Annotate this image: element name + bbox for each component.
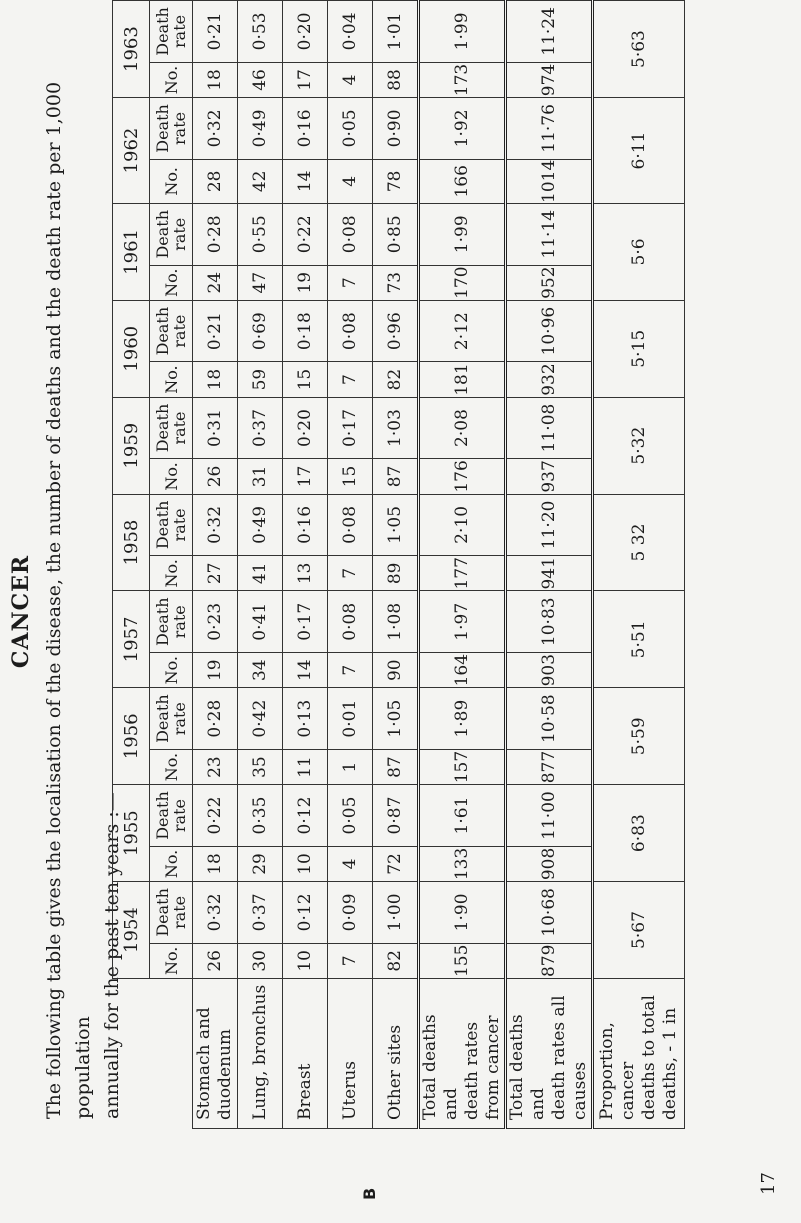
year-header: 1959 (113, 397, 150, 494)
death-rate-cell: 0·85 (373, 203, 419, 265)
year-header-row (113, 1, 150, 1129)
no-header: No. (150, 749, 193, 784)
death-rate-cell: 0·05 (328, 98, 373, 160)
deaths-count-cell: 26 (193, 943, 238, 978)
deaths-count-cell: 7 (328, 653, 373, 688)
death-rate-cell: 0·53 (238, 1, 283, 63)
death-rate-header (150, 882, 193, 944)
deaths-count-cell: 937 (506, 459, 593, 494)
death-rate-cell: 0·28 (193, 203, 238, 265)
death-rate-header-line2: rate (170, 314, 189, 348)
deaths-count-cell: 157 (419, 749, 506, 784)
year-header: 1955 (113, 785, 150, 882)
death-rate-header-line1: Death (153, 694, 172, 743)
proportion-cell: 5·59 (593, 688, 685, 785)
deaths-count-cell: 82 (373, 362, 419, 397)
row-label-line: Other sites (384, 1024, 405, 1120)
death-rate-header (150, 300, 193, 362)
proportion-cell: 5·15 (593, 300, 685, 397)
deaths-count-cell: 47 (238, 265, 283, 300)
deaths-count-cell: 87 (373, 749, 419, 784)
death-rate-cell: 0·22 (283, 203, 328, 265)
death-rate-cell: 1·61 (419, 785, 506, 847)
deaths-count-cell: 176 (419, 459, 506, 494)
death-rate-cell: 1·97 (419, 591, 506, 653)
row-label-line: Total deaths and (507, 1014, 548, 1120)
death-rate-cell: 0·31 (193, 397, 238, 459)
death-rate-cell: 0·16 (283, 494, 328, 556)
year-header: 1960 (113, 300, 150, 397)
death-rate-header (150, 203, 193, 265)
death-rate-header-line2: rate (170, 217, 189, 251)
no-header: No. (150, 159, 193, 203)
death-rate-header-line1: Death (153, 104, 172, 153)
deaths-count-cell: 7 (328, 265, 373, 300)
proportion-cell: 6·11 (593, 98, 685, 204)
deaths-count-cell: 15 (283, 362, 328, 397)
death-rate-header-line2: rate (170, 605, 189, 639)
death-rate-cell: 0·12 (283, 785, 328, 847)
death-rate-cell: 0·42 (238, 688, 283, 750)
death-rate-cell: 0·32 (193, 882, 238, 944)
signature-mark: B (360, 1187, 379, 1200)
death-rate-cell: 0·20 (283, 1, 328, 63)
row-label (419, 978, 506, 1128)
death-rate-cell: 1·05 (373, 494, 419, 556)
row-label-line: Total deaths and (420, 1014, 461, 1120)
proportion-cell: 5·6 (593, 203, 685, 300)
table-row-breast (283, 1, 328, 1129)
row-label-line: from cancer (483, 1015, 503, 1120)
deaths-count-cell: 877 (506, 749, 593, 784)
death-rate-cell: 11·08 (506, 397, 593, 459)
deaths-count-cell: 7 (328, 556, 373, 591)
no-header: No. (150, 265, 193, 300)
death-rate-header-line2: rate (170, 508, 189, 542)
no-header: No. (150, 943, 193, 978)
death-rate-header-line2: rate (170, 798, 189, 833)
row-label-line: deaths to total (639, 995, 659, 1120)
table-row-total-all (506, 1, 593, 1129)
death-rate-cell: 0·16 (283, 98, 328, 160)
table-row-stomach (193, 1, 238, 1129)
page-number: 17 (758, 1172, 779, 1195)
deaths-count-cell: 166 (419, 159, 506, 203)
year-header: 1958 (113, 494, 150, 591)
death-rate-cell: 0·37 (238, 397, 283, 459)
deaths-count-cell: 73 (373, 265, 419, 300)
death-rate-cell: 0·08 (328, 300, 373, 362)
proportion-cell: 5 32 (593, 494, 685, 591)
death-rate-cell: 0·49 (238, 98, 283, 160)
death-rate-cell: 0·04 (328, 1, 373, 63)
year-header: 1961 (113, 203, 150, 300)
death-rate-cell: 0·90 (373, 98, 419, 160)
deaths-count-cell: 10 (283, 846, 328, 881)
row-label-line: causes (570, 1061, 590, 1120)
death-rate-header-line1: Death (153, 597, 172, 647)
deaths-count-cell: 7 (328, 362, 373, 397)
deaths-count-cell: 87 (373, 459, 419, 494)
row-label (238, 978, 283, 1128)
proportion-cell: 5·67 (593, 882, 685, 979)
deaths-count-cell: 19 (193, 653, 238, 688)
deaths-count-cell: 14 (283, 159, 328, 203)
death-rate-cell: 0·13 (283, 688, 328, 750)
deaths-count-cell: 4 (328, 846, 373, 881)
deaths-count-cell: 18 (193, 846, 238, 881)
table-row-total-cancer (419, 1, 506, 1129)
deaths-count-cell: 90 (373, 653, 419, 688)
deaths-count-cell: 173 (419, 62, 506, 97)
death-rate-cell: 1·90 (419, 882, 506, 944)
year-header: 1963 (113, 1, 150, 98)
death-rate-cell: 1·89 (419, 688, 506, 750)
no-header: No. (150, 846, 193, 881)
deaths-count-cell: 46 (238, 62, 283, 97)
no-header: No. (150, 556, 193, 591)
deaths-count-cell: 15 (328, 459, 373, 494)
death-rate-header-line2: rate (170, 702, 189, 736)
proportion-cell: 5·63 (593, 1, 685, 98)
deaths-count-cell: 34 (238, 653, 283, 688)
row-label (283, 978, 328, 1128)
table-body (193, 1, 685, 1129)
table-row-proportion (593, 1, 685, 1129)
deaths-count-cell: 974 (506, 62, 593, 97)
death-rate-header (150, 688, 193, 750)
deaths-count-cell: 35 (238, 749, 283, 784)
deaths-count-cell: 72 (373, 846, 419, 881)
row-label-line: death rates (462, 1021, 482, 1120)
deaths-count-cell: 82 (373, 943, 419, 978)
deaths-count-cell: 26 (193, 459, 238, 494)
death-rate-header-line1: Death (153, 500, 172, 550)
deaths-count-cell: 24 (193, 265, 238, 300)
death-rate-header (150, 98, 193, 160)
death-rate-cell: 0·35 (238, 785, 283, 847)
death-rate-header-line2: rate (170, 895, 189, 929)
death-rate-cell: 0·41 (238, 591, 283, 653)
death-rate-cell: 0·18 (283, 300, 328, 362)
death-rate-cell: 0·17 (328, 397, 373, 459)
death-rate-cell: 11·14 (506, 203, 593, 265)
deaths-count-cell: 133 (419, 846, 506, 881)
death-rate-cell: 0·69 (238, 300, 283, 362)
death-rate-cell: 1·01 (373, 1, 419, 63)
death-rate-cell: 0·08 (328, 591, 373, 653)
deaths-count-cell: 941 (506, 556, 593, 591)
year-header: 1956 (113, 688, 150, 785)
death-rate-cell: 0·37 (238, 882, 283, 944)
row-label-line: death rates all (549, 995, 569, 1120)
row-label (328, 978, 373, 1128)
proportion-cell: 6·83 (593, 785, 685, 882)
death-rate-cell: 11·24 (506, 1, 593, 63)
deaths-count-cell: 59 (238, 362, 283, 397)
death-rate-cell: 2·08 (419, 397, 506, 459)
death-rate-header (150, 785, 193, 847)
death-rate-header (150, 397, 193, 459)
deaths-count-cell: 908 (506, 846, 593, 881)
deaths-count-cell: 23 (193, 749, 238, 784)
death-rate-header-line1: Death (153, 403, 172, 453)
death-rate-cell: 0·05 (328, 785, 373, 847)
death-rate-cell: 0·22 (193, 785, 238, 847)
deaths-count-cell: 17 (283, 459, 328, 494)
row-label-line: Stomach and (194, 1007, 214, 1120)
deaths-count-cell: 1014 (506, 159, 593, 203)
death-rate-header (150, 591, 193, 653)
deaths-count-cell: 10 (283, 943, 328, 978)
deaths-count-cell: 13 (283, 556, 328, 591)
death-rate-cell: 0·49 (238, 494, 283, 556)
deaths-count-cell: 30 (238, 943, 283, 978)
deaths-count-cell: 19 (283, 265, 328, 300)
subheader-row (150, 1, 193, 1129)
death-rate-cell: 0·55 (238, 203, 283, 265)
death-rate-cell: 0·32 (193, 494, 238, 556)
deaths-count-cell: 4 (328, 159, 373, 203)
death-rate-cell: 10·96 (506, 300, 593, 362)
death-rate-cell: 1·92 (419, 98, 506, 160)
death-rate-cell: 10·68 (506, 882, 593, 944)
deaths-count-cell: 78 (373, 159, 419, 203)
death-rate-header (150, 1, 193, 63)
deaths-count-cell: 155 (419, 943, 506, 978)
death-rate-cell: 0·32 (193, 98, 238, 160)
deaths-count-cell: 164 (419, 653, 506, 688)
death-rate-cell: 11·76 (506, 98, 593, 160)
row-label (593, 978, 685, 1128)
cancer-table (112, 0, 685, 1129)
row-label-line: duodenum (215, 1028, 235, 1120)
death-rate-cell: 1·99 (419, 203, 506, 265)
death-rate-cell: 10·58 (506, 688, 593, 750)
page-title: CANCER (8, 554, 34, 669)
row-label-line: Lung, bronchus (249, 984, 270, 1120)
death-rate-cell: 1·00 (373, 882, 419, 944)
death-rate-header-line1: Death (153, 791, 172, 840)
year-header: 1954 (113, 882, 150, 979)
deaths-count-cell: 41 (238, 556, 283, 591)
proportion-cell: 5·51 (593, 591, 685, 688)
death-rate-cell: 0·96 (373, 300, 419, 362)
deaths-count-cell: 89 (373, 556, 419, 591)
row-label-line: Breast (294, 1063, 315, 1120)
death-rate-cell: 0·21 (193, 300, 238, 362)
death-rate-cell: 0·12 (283, 882, 328, 944)
row-label-line: Proportion, cancer (597, 1022, 638, 1120)
no-header: No. (150, 62, 193, 97)
death-rate-cell: 1·08 (373, 591, 419, 653)
deaths-count-cell: 42 (238, 159, 283, 203)
death-rate-cell: 0·20 (283, 397, 328, 459)
deaths-count-cell: 181 (419, 362, 506, 397)
death-rate-cell: 0·87 (373, 785, 419, 847)
deaths-count-cell: 18 (193, 362, 238, 397)
death-rate-header-line1: Death (153, 209, 172, 259)
deaths-count-cell: 170 (419, 265, 506, 300)
deaths-count-cell: 177 (419, 556, 506, 591)
death-rate-cell: 0·17 (283, 591, 328, 653)
deaths-count-cell: 7 (328, 943, 373, 978)
death-rate-header-line2: rate (170, 111, 189, 145)
deaths-count-cell: 31 (238, 459, 283, 494)
death-rate-header (150, 494, 193, 556)
death-rate-cell: 0·23 (193, 591, 238, 653)
deaths-count-cell: 28 (193, 159, 238, 203)
deaths-count-cell: 903 (506, 653, 593, 688)
year-header: 1957 (113, 591, 150, 688)
year-header: 1962 (113, 98, 150, 204)
deaths-count-cell: 27 (193, 556, 238, 591)
death-rate-cell: 1·99 (419, 1, 506, 63)
death-rate-cell: 1·05 (373, 688, 419, 750)
deaths-count-cell: 17 (283, 62, 328, 97)
row-label (373, 978, 419, 1128)
death-rate-cell: 11·20 (506, 494, 593, 556)
proportion-cell: 5·32 (593, 397, 685, 494)
death-rate-header-line2: rate (170, 411, 189, 445)
row-label (193, 978, 238, 1128)
death-rate-header-line2: rate (170, 14, 189, 48)
deaths-count-cell: 1 (328, 749, 373, 784)
table-row-lung (238, 1, 283, 1129)
deaths-count-cell: 14 (283, 653, 328, 688)
deaths-count-cell: 11 (283, 749, 328, 784)
death-rate-cell: 0·08 (328, 494, 373, 556)
no-header: No. (150, 362, 193, 397)
death-rate-cell: 10·83 (506, 591, 593, 653)
deaths-count-cell: 932 (506, 362, 593, 397)
no-header: No. (150, 653, 193, 688)
deaths-count-cell: 879 (506, 943, 593, 978)
intro-line-2: annually for the past ten years :— (101, 792, 123, 1119)
deaths-count-cell: 18 (193, 62, 238, 97)
death-rate-cell: 0·01 (328, 688, 373, 750)
death-rate-cell: 0·08 (328, 203, 373, 265)
death-rate-cell: 1·03 (373, 397, 419, 459)
table-row-uterus (328, 1, 373, 1129)
intro-line-1: The following table gives the localisation of the disease, the number of deaths and the death rate per 1,000 population (43, 81, 94, 1119)
death-rate-cell: 11·00 (506, 785, 593, 847)
row-label-line: Uterus (339, 1060, 360, 1120)
death-rate-header-line1: Death (153, 306, 172, 356)
deaths-count-cell: 952 (506, 265, 593, 300)
death-rate-header-line1: Death (153, 7, 172, 56)
deaths-count-cell: 88 (373, 62, 419, 97)
death-rate-header-line1: Death (153, 888, 172, 937)
death-rate-cell: 2·12 (419, 300, 506, 362)
row-label-line: deaths, - 1 in (660, 1007, 680, 1120)
row-label (506, 978, 593, 1128)
table-row-other (373, 1, 419, 1129)
death-rate-cell: 0·28 (193, 688, 238, 750)
death-rate-cell: 2·10 (419, 494, 506, 556)
deaths-count-cell: 4 (328, 62, 373, 97)
death-rate-cell: 0·21 (193, 1, 238, 63)
corner-cell (113, 978, 193, 1128)
deaths-count-cell: 29 (238, 846, 283, 881)
no-header: No. (150, 459, 193, 494)
death-rate-cell: 0·09 (328, 882, 373, 944)
